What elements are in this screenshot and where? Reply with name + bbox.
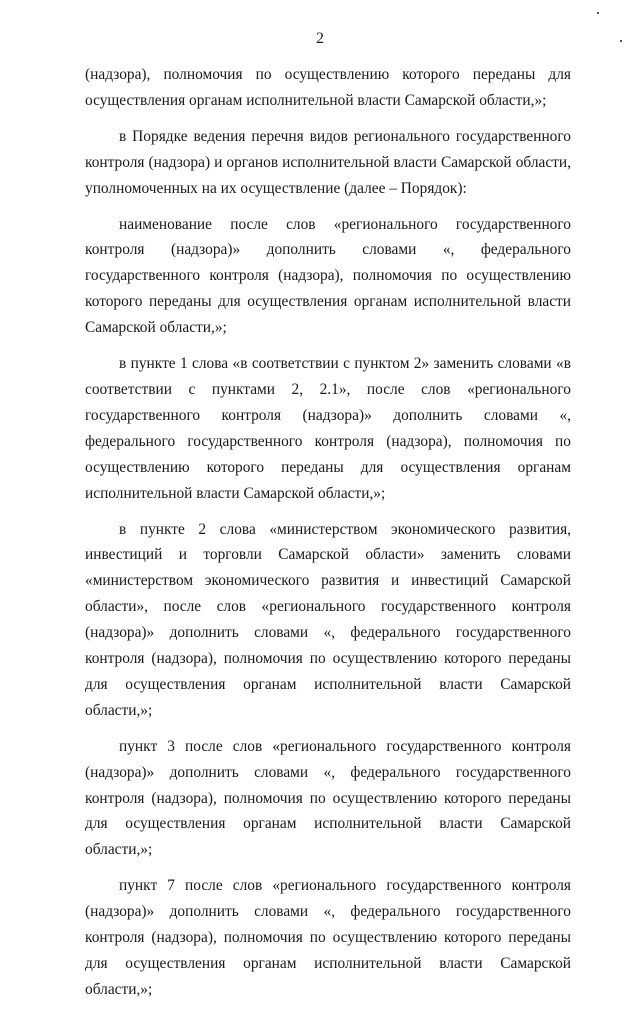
scan-speck-dot [620, 40, 622, 42]
paragraph-1: (надзора), полномочия по осуществлению которого переданы для осуществления органам исполнительной власти Самарской области,»; [85, 66, 571, 109]
paragraph-3: наименование после слов «регионального государственного контроля (надзора)» дополнить словами «, федерального государственного контроля (надзора), полномочия по осуществлению которого переданы для осуществления органам исполнительной власти Самарской области,»; [85, 215, 571, 337]
scan-speck-dot [597, 12, 599, 14]
paragraph-2: в Порядке ведения перечня видов регионального государственного контроля (надзора) и органов исполнительной власти Самарской области, уполномоченных на их осуществление (далее – Порядок): [85, 127, 571, 197]
page-number: 2 [316, 30, 324, 47]
paragraph-7: пункт 7 после слов «регионального государственного контроля (надзора)» дополнить словами «, федерального государственного контроля (надзора), полномочия по осуществлению которого переданы для осуществления органам исполнительной власти Самарской области,»; [85, 877, 571, 998]
paragraph-5: в пункте 2 слова «министерством экономического развития, инвестиций и торговли Самарской области» заменить словами «министерством экономического развития и инвестиций Самарской области», после слов «регионального государственного контроля (надзора)» дополнить словами «, федерального государственного контроля (надзора), полномочия по осуществлению которого переданы для осуществления органам исполнительной власти Самарской области,»; [85, 520, 571, 719]
paragraph-4: в пункте 1 слова «в соответствии с пунктом 2» заменить словами «в соответствии с пунктами 2, 2.1», после слов «регионального государственного контроля (надзора)» дополнить словами «, федерального государственного контроля (надзора), полномочия по осуществлению которого переданы для осуществления органам исполнительной власти Самарской области,»; [85, 355, 571, 502]
document-body [85, 62, 571, 1013]
paragraph-6: пункт 3 после слов «регионального государственного контроля (надзора)» дополнить словами «, федерального государственного контроля (надзора), полномочия по осуществлению которого переданы для осуществления органам исполнительной власти Самарской области,»; [85, 737, 571, 859]
